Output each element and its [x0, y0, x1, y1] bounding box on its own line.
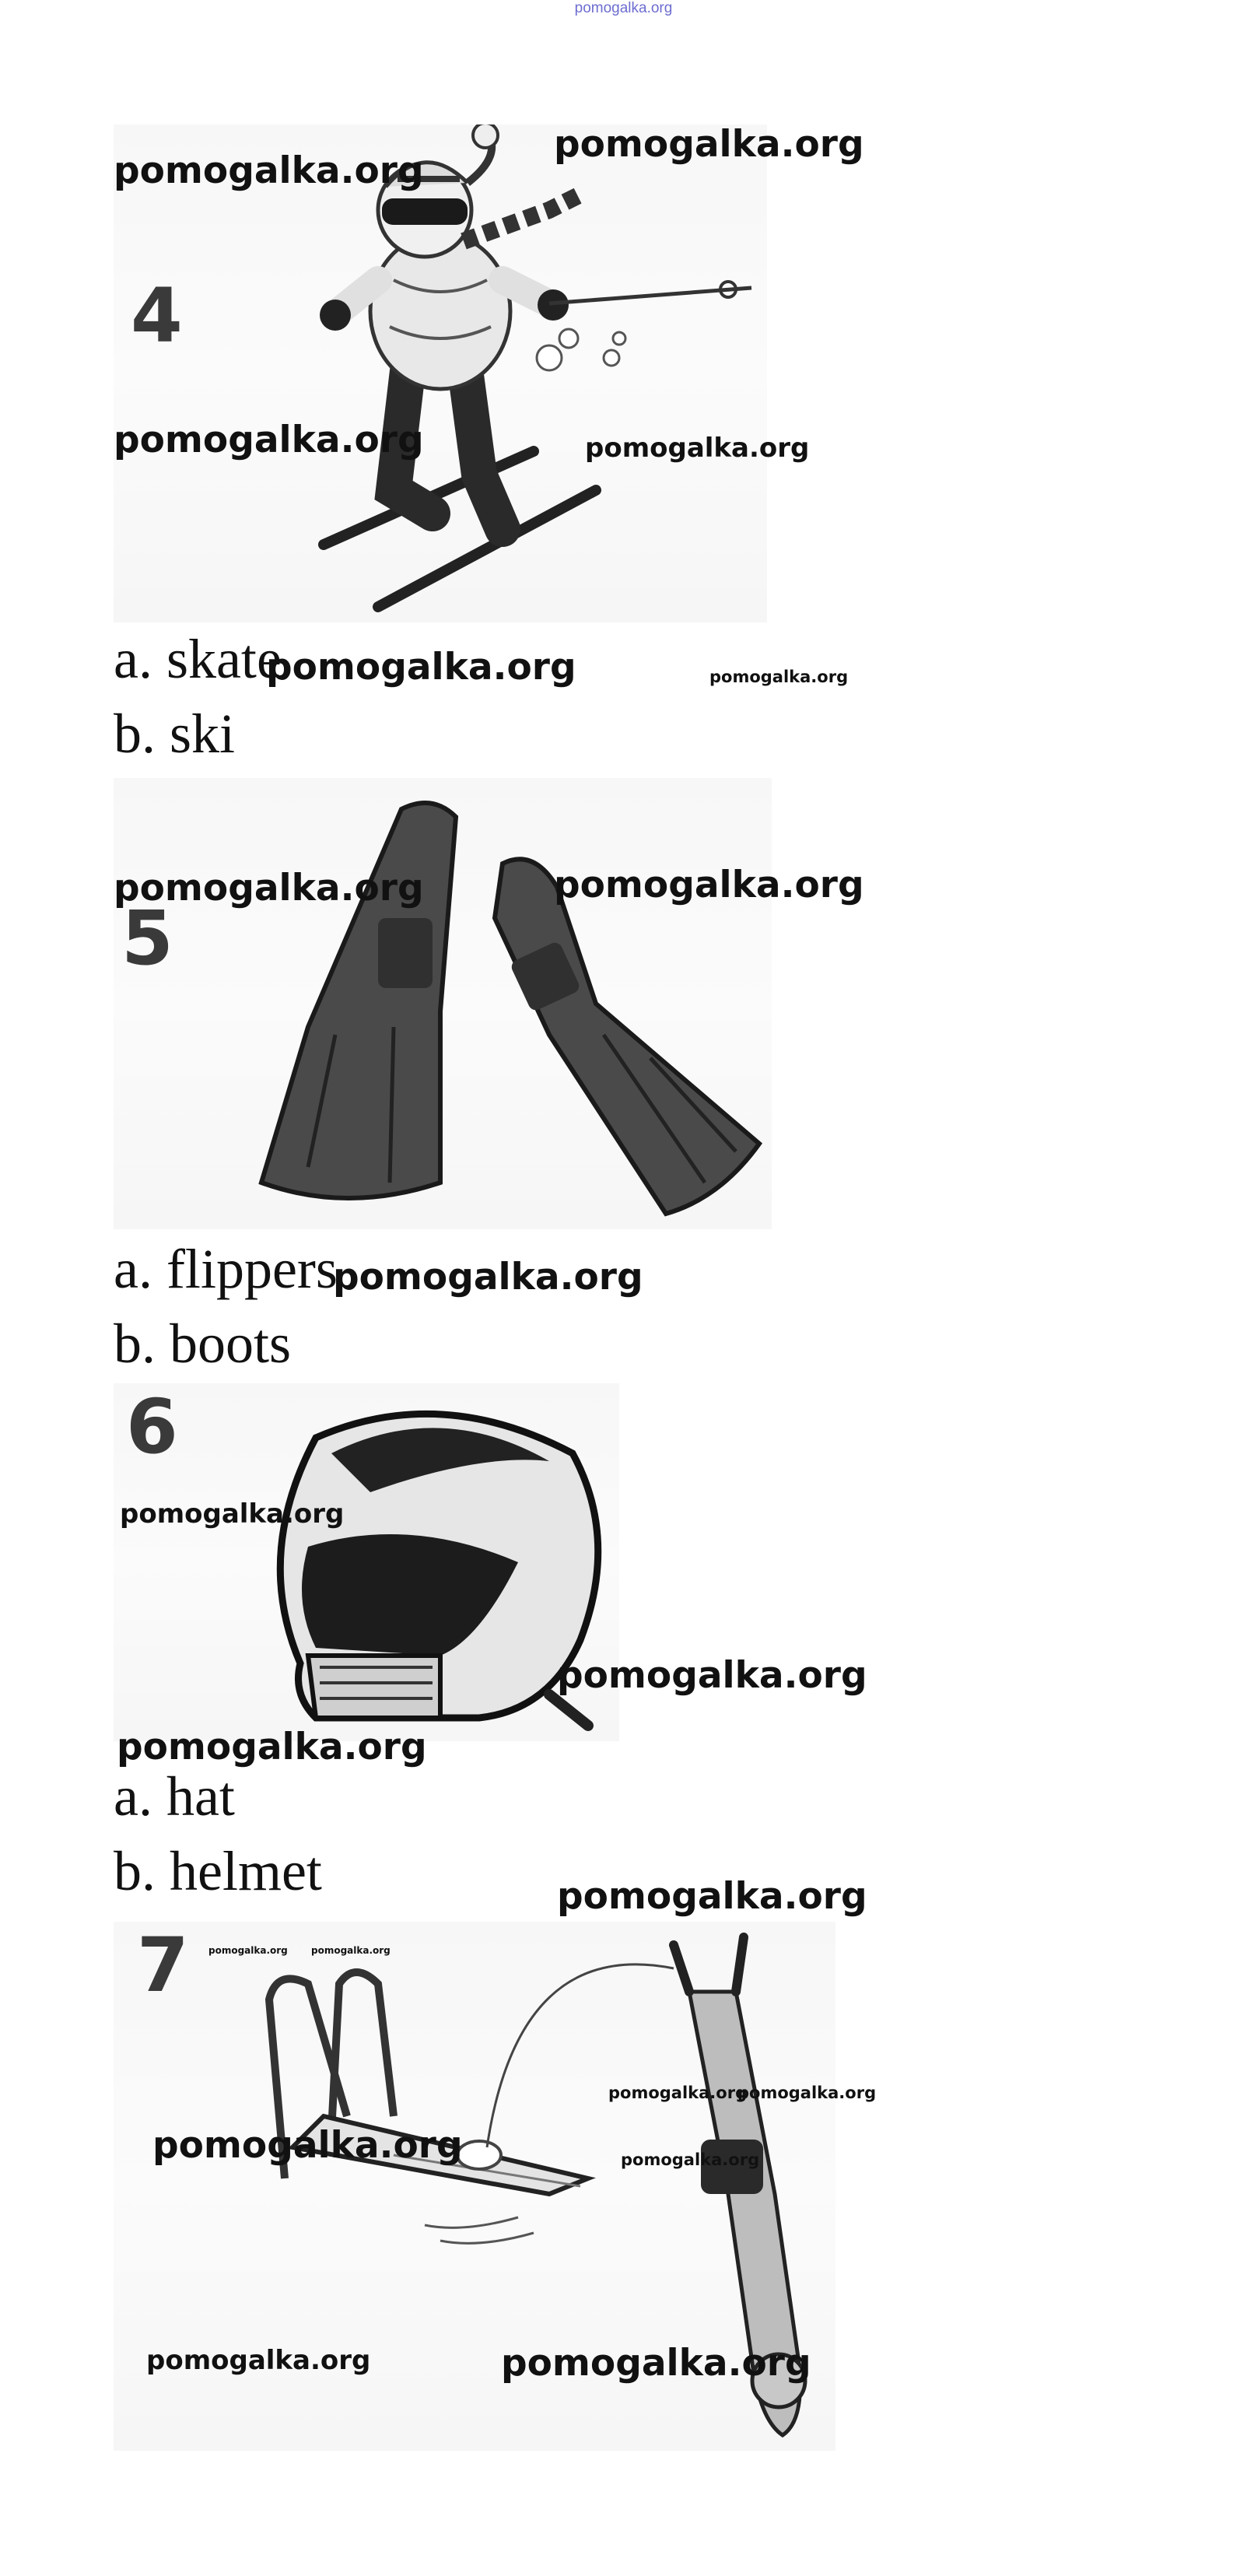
item-4-picture: [114, 124, 767, 622]
item-6-number: 6: [126, 1383, 178, 1470]
item-7-number: 7: [137, 1922, 189, 2009]
watermark: pomogalka.org: [311, 1945, 391, 1956]
item-6-option-b: b. helmet: [114, 1840, 322, 1902]
flippers-icon: [114, 778, 772, 1229]
watermark: pomogalka.org: [114, 419, 424, 461]
item-5-option-a: a. flippers: [114, 1238, 338, 1300]
helmet-icon: [114, 1383, 619, 1741]
item-4-option-a: a. skate: [114, 628, 282, 690]
item-4-number: 4: [131, 272, 183, 359]
watermark: pomogalka.org: [621, 2150, 760, 2169]
watermark: pomogalka.org: [557, 1875, 867, 1918]
item-5-picture: [114, 778, 772, 1229]
watermark: pomogalka.org: [501, 2342, 811, 2385]
watermark: pomogalka.org: [608, 2084, 748, 2102]
watermark: pomogalka.org: [152, 2124, 463, 2167]
watermark: pomogalka.org: [114, 149, 424, 192]
watermark: pomogalka.org: [208, 1945, 288, 1956]
watermark: pomogalka.org: [709, 668, 849, 686]
watermark: pomogalka.org: [737, 2084, 877, 2102]
item-5-option-b: b. boots: [114, 1313, 292, 1375]
watermark: pomogalka.org: [114, 867, 424, 909]
skier-icon: [114, 124, 767, 622]
watermark: pomogalka.org: [554, 864, 864, 906]
watermark: pomogalka.org: [266, 646, 576, 689]
item-6-option-a: a. hat: [114, 1765, 235, 1828]
watermark: pomogalka.org: [117, 1726, 427, 1768]
watermark: pomogalka.org: [557, 1654, 867, 1697]
item-5-number: 5: [121, 895, 173, 982]
watermark: pomogalka.org: [146, 2345, 371, 2376]
watermark: pomogalka.org: [120, 1498, 345, 1530]
watermark: pomogalka.org: [554, 123, 864, 166]
item-4-option-b: b. ski: [114, 703, 236, 765]
watermark: pomogalka.org: [585, 433, 810, 464]
site-link[interactable]: pomogalka.org: [574, 0, 673, 16]
watermark: pomogalka.org: [333, 1256, 643, 1299]
item-6-picture: [114, 1383, 619, 1741]
